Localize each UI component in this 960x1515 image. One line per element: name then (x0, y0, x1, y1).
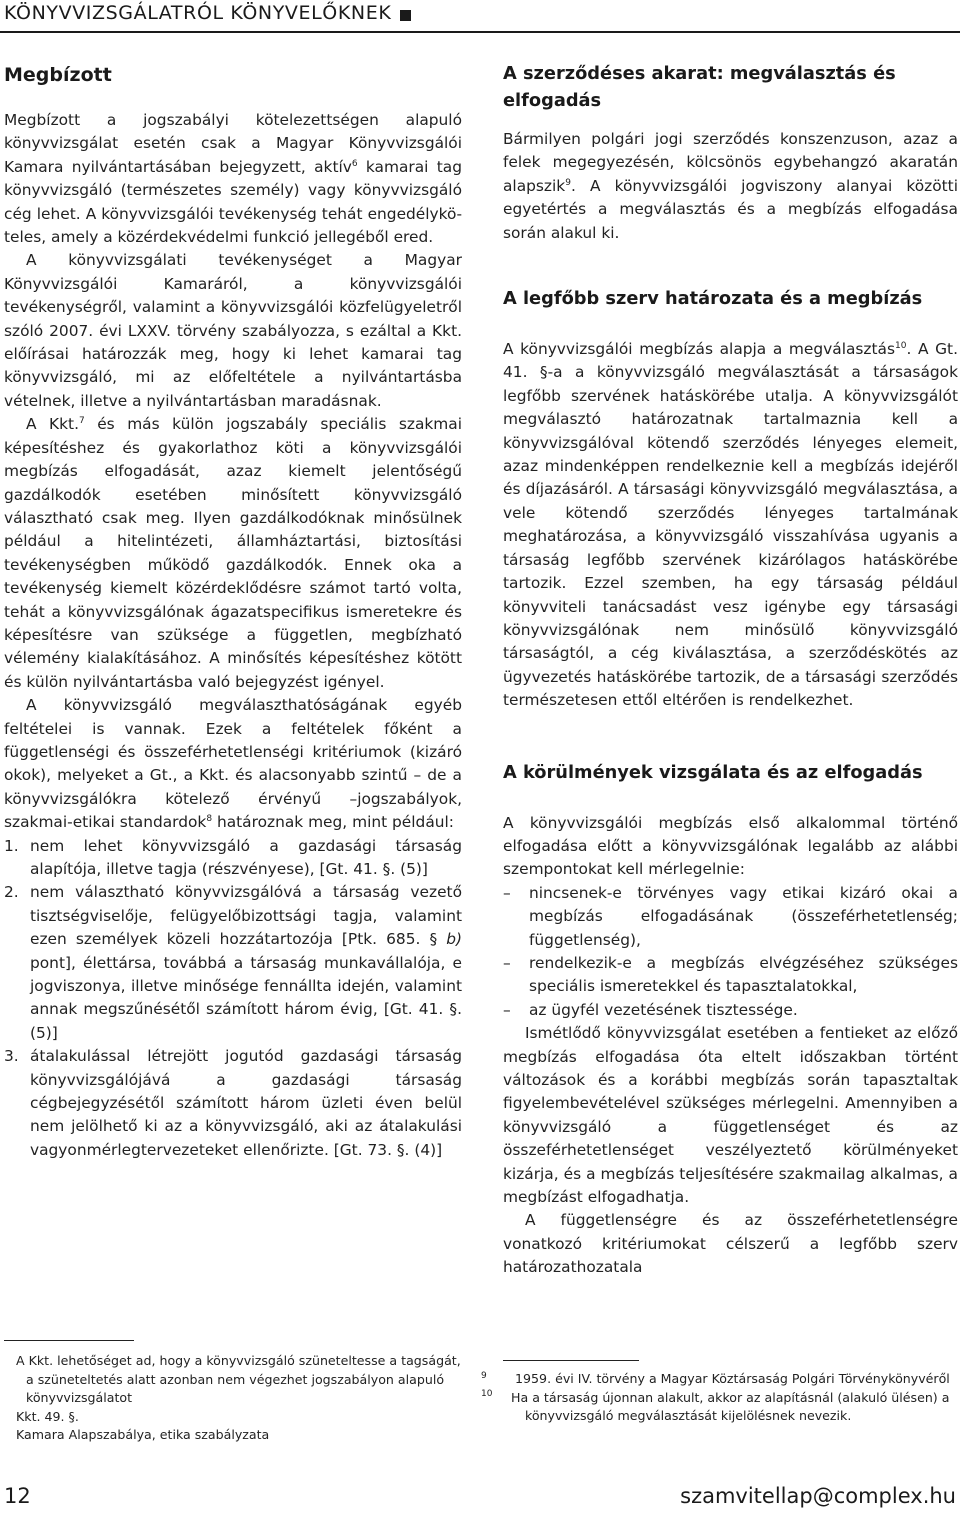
footnote: Kkt. 49. §. (16, 1408, 79, 1424)
list-item: – az ügyfél vezetésének tisztessége. (503, 1000, 798, 1019)
footnote-ref: 10 (895, 340, 907, 351)
paragraph: A függetlenségre és az összeférhetetlenségre vonatkozó kritériumokat célszerű a legfőbb szerv határozathozatala (503, 1211, 958, 1277)
section-heading-legfobb-szerv: A legfőbb szerv határozata és a megbízás (503, 288, 923, 310)
footnote-rule-left (4, 1340, 134, 1341)
footnote-ref: 7 (78, 416, 85, 427)
footnote: A Kkt. lehetőséget ad, hogy a könyvvizsgáló szüneteltesse a tagságát, a szüneteltetés alatt azonban nem végezhet jogszabályon alapuló könyvvizsgálatot (16, 1353, 461, 1405)
header-rule (0, 31, 960, 33)
list-item: 1. nem lehet könyvvizsgáló a gazdasági társaság alapítója, illetve tagja (részvényese), [Gt. 41. §. (5)] (4, 836, 462, 878)
paragraph: A Kkt.$^7$ és más külön jogszabály speciális szakmai képesítéshez és gyakorlathoz köti a könyvvizsgálói megbízás elfogadását, azaz kiemelt jelentőségű gazdálkodók esetében minősített könyvvizsgáló választható csak meg. Ilyen gazdálkodóknak minősülnek például a hitelintézeti, államháztartási, biztosítási tevékenységben működő gazdálkodók. Ennek oka a tevékenység kiemelt közérdeklődésre számot tartó volta, tehát a könyvvizsgálónak ágazatspecifikus ismeretekre és képesítésre van szüksége a független, megbízható vélemény kialakításához. A minősítés képesítéshez kötött és külön nyilvántartásba való bejegyzést igényel. (4, 415, 462, 691)
footnote: 9 1959. évi IV. törvény a Magyar Köztársaság Polgári Törvénykönyvéről (481, 1370, 950, 1386)
list-number: 3. (4, 1047, 19, 1066)
section-heading-korulmenyek: A körülmények vizsgálata és az elfogadás (503, 761, 923, 783)
paragraph: Bármilyen polgári jogi szerződés konszenzuson, azaz a felek megegyezésén, kölcsönös egybehangzó akaratán alapszik$^9$. A könyvvizsgálói jogviszony alanyai közötti egyetértés a megválasztás és a megbízás elfogadása során alakul ki. (503, 130, 958, 242)
paragraph: A könyvvizsgáló megválaszthatóságának egyéb feltételei is vannak. Ezek a feltételek főként a függetlenségi és összeférhetetlenségi kritériumok (kizáró okok), melyeket a Gt., a Kkt. és alacsonyabb szintű – de a könyvvizsgálókra kötelező érvényű –jogszabályok, szakmai-etikai standardok$^8$ határoznak meg, mint például: (4, 696, 462, 832)
footnotes-right (481, 1370, 958, 1426)
list-item: 3. átalakulással létrejött jogutód gazdasági társaság könyvvizsgálójává a gazdasági társaság cégbejegyzésétől számított három üzleti éven belül nem jelölhető ki az a könyvvizsgáló, aki az átalakulási vagyonmérlegtervezeteket ellenőrizte. [Gt. 73. §. (4)] (4, 1047, 462, 1159)
list-item: – rendelkezik-e a megbízás elvégzéséhez szükséges speciális ismeretekkel és tapasztalatokkal, (503, 953, 958, 996)
paragraph: Megbízott a jogszabályi kötelezettségen alapuló könyvvizsgálat esetén csak a Magyar Könyvvizsgálói Kamara nyilvántartásában bejegyzett, aktív$^6$ kamarai tag könyvvizsgáló (természetes személy) vagy könyvvizsgáló cég lehet. A könyvvizsgálói tevékenység tehát engedélyköteles, amely a közérdekvédelmi funkció jellegéből ered. (4, 111, 462, 247)
footnote-ref: 8 (206, 814, 213, 825)
list-item: 2. nem választható könyvvizsgálóvá a társaság vezető tisztségviselője, felügyelőbizottsági tagja, valamint ezen személyek közeli hozzátartozója [Ptk. 685. § b) pont], élettársa, továbbá a társaság munkavállalója, e jogviszonya, illetve minősége fennállta idején, valamint annak megszűnésétől számított három évig, [Gt. 41. §. (5)] (4, 883, 462, 1042)
dash-list (503, 882, 958, 1022)
paragraph: Ismétlődő könyvvizsgálat esetében a fentieket az előző megbízás elfogadása óta eltelt időszakban történt változások és a korábbi megbízás során tapasztaltak figyelembevételével szükséges mérlegelni. Amennyiben a könyvvizsgáló a függetlenséget és az összeférhetetlenséget veszélyeztető körülményeket kizárja, és a megbízás teljesítésére szakmailag alkalmas, a megbízást elfogadhatja. (503, 1024, 958, 1207)
footer-email: szamvitellap@complex.hu (680, 1484, 956, 1508)
footnote: 10 Ha a társaság újonnan alakult, akkor az alapításnál (alakuló ülésen) a könyvvizsgáló megválasztását kijelölésnek nevezik. (481, 1389, 950, 1423)
footnotes-left (4, 1352, 462, 1445)
right-column (503, 60, 958, 1280)
footnote: Kamara Alapszabálya, etika szabályzata (16, 1427, 270, 1442)
page-number: 12 (4, 1484, 31, 1508)
numbered-list (4, 835, 462, 1163)
paragraph: A könyvvizsgálói megbízás alapja a megválasztás$^{10}$. A Gt. 41. §-a a könyvvizsgáló megválasztását a társaságok legfőbb szervének hatáskörébe utalja. A könyvvizsgálót megválasztó határozatnak tartalmaznia kell a könyvvizsgálóval kötendő szerződés lényeges elemeit, azaz mindenképpen rendelkeznie kell a megbízás idejéről és díjazásáról. A társasági könyvvizsgáló megválasztása, a vele kötendő szerződés lényeges tartalmának meghatározása, a könyvvizsgáló visszahívása ugyanis a társaság legfőbb szervének kizárólagos hatáskörébe tartozik. Ezzel szemben, ha egy társaság például könyvviteli tanácsadást vesz igénybe egy társasági könyvvizsgálónak nem minősülő könyvvizsgáló társaságtól, a cég kiválasztása, a szerződéskötés az ügyvezetés hatáskörébe tartozik, de a társasági szerződés természetesen ettől eltérően is rendelkezhet. (503, 340, 958, 710)
header-square-mark (400, 10, 411, 21)
list-number: 2. (4, 883, 19, 902)
running-header-title: KÖNYVVIZSGÁLATRÓL KÖNYVELŐKNEK (4, 2, 392, 24)
list-item: – nincsenek-e törvényes vagy etikai kizáró okai a megbízás elfogadásának (összeférhetetlenség; függetlenség), (503, 883, 958, 949)
section-heading-megbizott: Megbízott (4, 64, 112, 86)
running-header (0, 0, 960, 32)
list-number: 1. (4, 836, 19, 855)
paragraph: A könyvvizsgálati tevékenységet a Magyar Könyvvizsgálói Kamaráról, a könyvvizsgálói tevékenységről, valamint a könyvvizsgálói közfelügyeletről szóló 2007. évi LXXV. törvény szabályozza, s ezáltal a Kkt. előírásai határozzák meg, hogy ki lehet kamarai tag könyvvizsgáló, mi az előfeltétele a nyilvántartásba vételnek, illetve a nyilvántartásban maradásnak. (4, 251, 462, 410)
footnote-ref: 9 (565, 177, 571, 188)
paragraph: A könyvvizsgálói megbízás első alkalommal történő elfogadása előtt a könyvvizsgálónak legalább az alábbi szempontokat kell mérlegelnie: (503, 813, 958, 879)
left-column (4, 60, 462, 1162)
section-heading-szerzodeses-akarat: A szerződéses akarat: megválasztás és elfogadás (503, 63, 896, 111)
footnote-ref: 6 (351, 158, 358, 169)
footnote-rule-right (503, 1360, 639, 1361)
